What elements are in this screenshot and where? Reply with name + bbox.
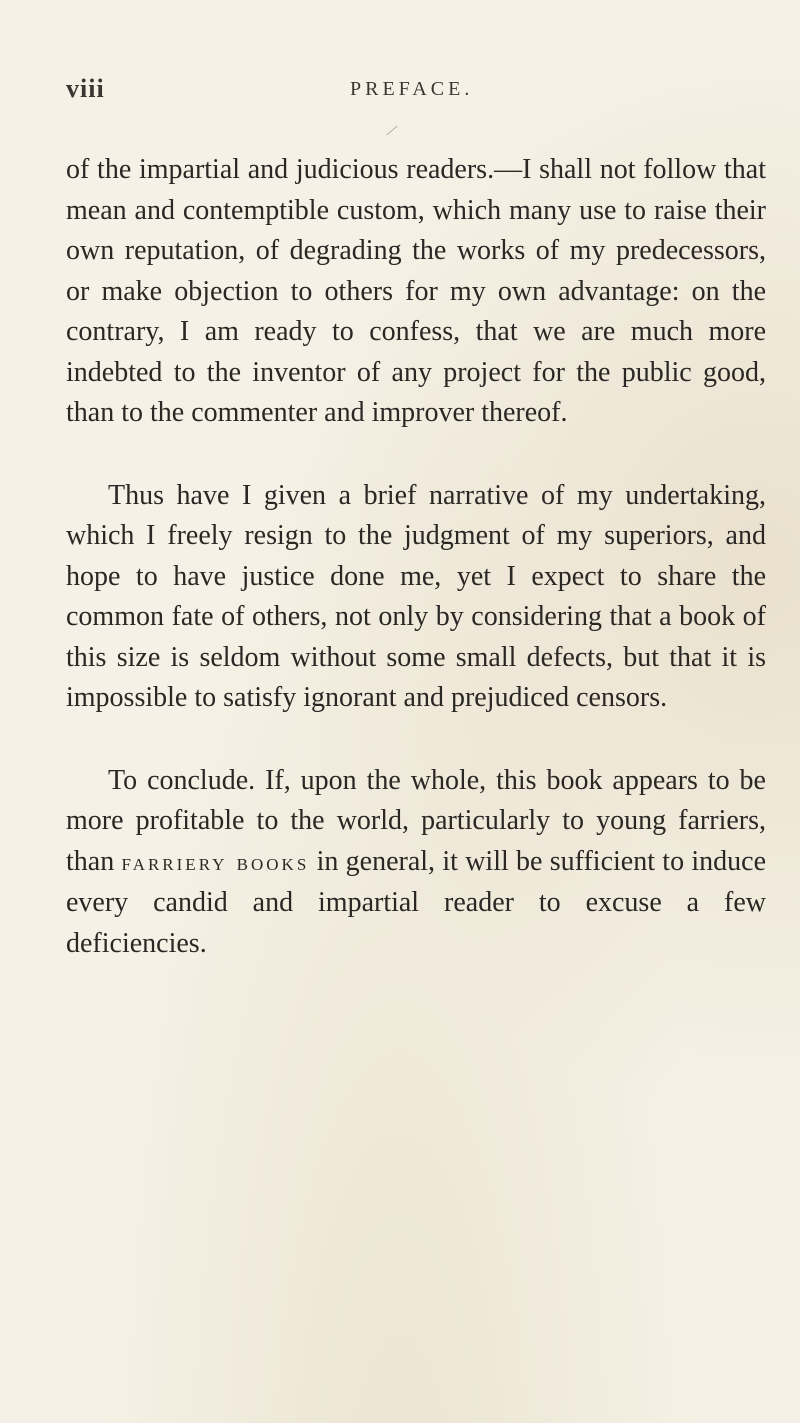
ink-mark (386, 126, 397, 136)
page-number: viii (66, 74, 105, 103)
paragraph-narrative: Thus have I given a brief narrative of my undertaking, which I freely resign to the judgment of my superiors, and hope to have justice done me, yet I expect to share the common fate of others, not only by considering that a book of this size is seldom without some small defects, but that it is impossible to satisfy ignorant and prejudiced censors. (66, 479, 766, 713)
running-head (66, 74, 766, 114)
body-text (66, 150, 766, 964)
paragraph-continuation: of the impartial and judicious readers.—I shall not follow that mean and contemptible custom, which many use to raise their own reputation, of degrading the works of my predecessors, or make objection to others for my own advantage: on the contrary, I am ready to confess, that we are much more indebted to the inventor of any project for the public good, than to the commenter and improver thereof. (66, 154, 766, 428)
paragraph-conclusion (66, 761, 766, 965)
running-title: PREFACE. (350, 78, 474, 100)
conclusion-text-start: To conclude. If, upon the whole, this book appears to be more profitable to the world, particularly to young farriers, than (66, 764, 766, 877)
conclusion-small-caps: farriery books (121, 849, 310, 876)
conclusion-text-end: in general, it will be sufficient to induce every candid and impartial reader to excuse a few deficiencies. (66, 845, 766, 959)
